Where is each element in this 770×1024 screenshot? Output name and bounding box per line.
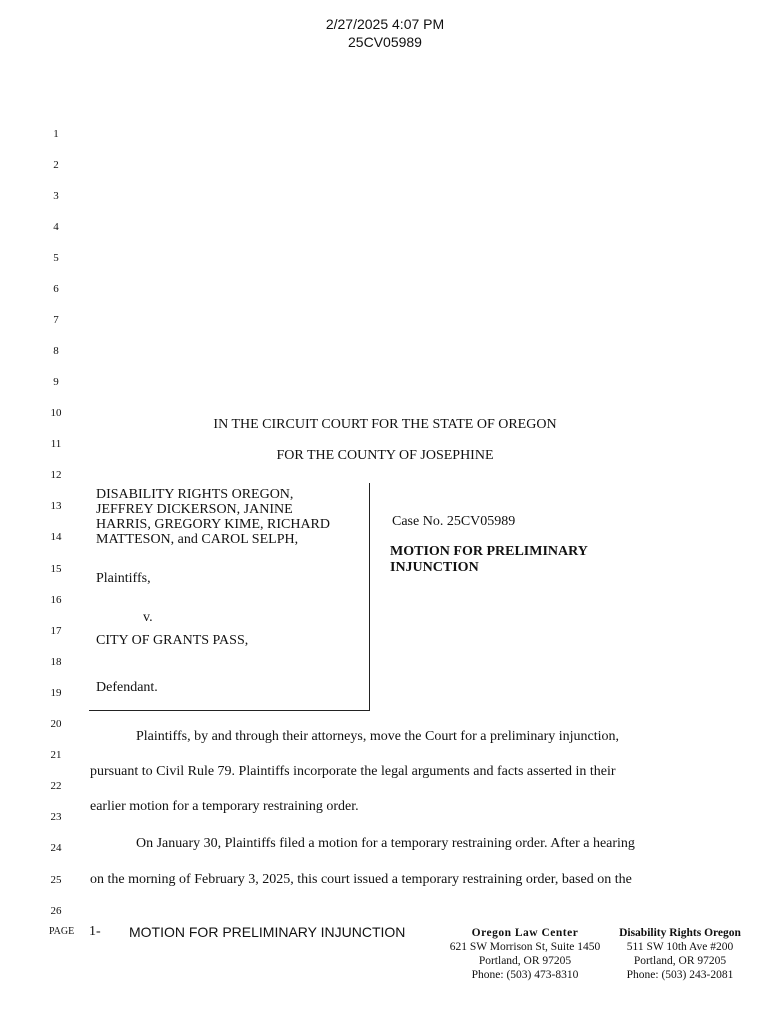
line-number: 24 [50, 842, 62, 854]
page-label: PAGE [49, 926, 75, 937]
firm-name: Oregon Law Center [471, 927, 579, 939]
line-number: 23 [50, 811, 62, 823]
defendant-name: CITY OF GRANTS PASS, [96, 633, 249, 648]
plaintiff-line: HARRIS, GREGORY KIME, RICHARD [96, 517, 331, 532]
filing-timestamp: 2/27/2025 4:07 PM [325, 16, 445, 32]
firm-block-dro [606, 926, 754, 982]
body-line: pursuant to Civil Rule 79. Plaintiffs incorporate the legal arguments and facts asserted in their [90, 764, 616, 779]
page-number: 1- [89, 924, 101, 939]
footer-title: MOTION FOR PRELIMINARY INJUNCTION [129, 924, 406, 940]
line-number: 26 [50, 905, 62, 917]
plaintiff-line: MATTESON, and CAROL SELPH, [96, 532, 299, 547]
plaintiff-line: DISABILITY RIGHTS OREGON, [96, 487, 294, 502]
line-number: 1 [53, 128, 59, 140]
plaintiff-line: JEFFREY DICKERSON, JANINE [96, 502, 293, 517]
line-number: 22 [50, 780, 62, 792]
body-line: Plaintiffs, by and through their attorneys, move the Court for a preliminary injunction, [136, 729, 620, 744]
line-number: 15 [50, 563, 62, 575]
caption-horizontal-rule [89, 710, 370, 711]
motion-title: INJUNCTION [390, 560, 479, 575]
case-number: Case No. 25CV05989 [392, 514, 516, 529]
firm-name: Disability Rights Oregon [619, 927, 741, 939]
court-heading: IN THE CIRCUIT COURT FOR THE STATE OF OREGON [213, 417, 557, 432]
line-number: 21 [50, 749, 62, 761]
county-heading: FOR THE COUNTY OF JOSEPHINE [276, 448, 494, 463]
firm-block-olc [440, 926, 610, 982]
line-number: 10 [50, 407, 62, 419]
firm-city: Portland, OR 97205 [478, 955, 572, 967]
line-number: 17 [50, 625, 62, 637]
plaintiffs-label: Plaintiffs, [96, 571, 151, 586]
firm-address: 511 SW 10th Ave #200 [626, 941, 734, 953]
body-line: On January 30, Plaintiffs filed a motion for a temporary restraining order. After a hearing [136, 836, 635, 851]
firm-phone: Phone: (503) 243-2081 [626, 969, 734, 981]
firm-phone: Phone: (503) 473-8310 [471, 969, 579, 981]
line-number: 11 [50, 438, 62, 450]
defendant-label: Defendant. [96, 680, 158, 695]
line-number: 14 [50, 531, 62, 543]
versus: v. [143, 610, 153, 625]
line-number: 25 [50, 874, 62, 886]
body-line: earlier motion for a temporary restraining order. [90, 799, 359, 814]
line-number: 19 [50, 687, 62, 699]
line-number: 9 [53, 376, 59, 388]
line-number: 12 [50, 469, 62, 481]
line-number: 13 [50, 500, 62, 512]
line-number: 6 [53, 283, 59, 295]
line-number: 4 [53, 221, 59, 233]
caption-vertical-rule [369, 483, 370, 711]
body-line: on the morning of February 3, 2025, this court issued a temporary restraining order, based on the [90, 872, 632, 887]
filing-case-number: 25CV05989 [348, 34, 422, 50]
line-number: 18 [50, 656, 62, 668]
line-number: 16 [50, 594, 62, 606]
line-number: 2 [53, 159, 59, 171]
line-number: 8 [53, 345, 59, 357]
line-number: 7 [53, 314, 59, 326]
firm-city: Portland, OR 97205 [633, 955, 727, 967]
line-number: 5 [53, 252, 59, 264]
motion-title: MOTION FOR PRELIMINARY [390, 544, 588, 559]
line-number: 20 [50, 718, 62, 730]
line-number: 3 [53, 190, 59, 202]
firm-address: 621 SW Morrison St, Suite 1450 [449, 941, 601, 953]
